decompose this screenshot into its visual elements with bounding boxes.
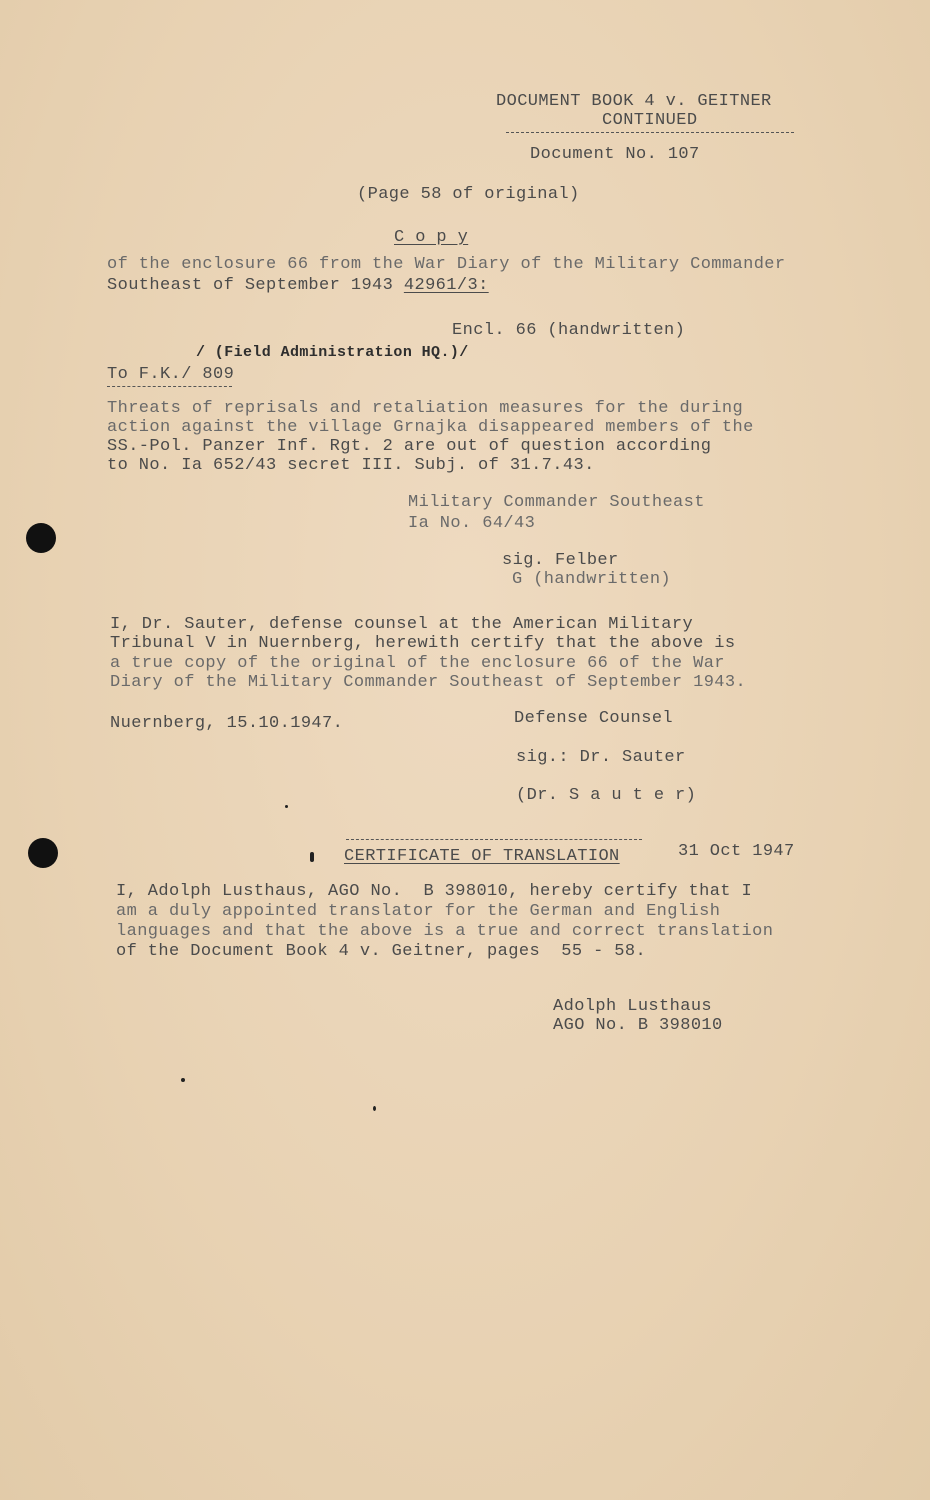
punch-hole-lower [28, 838, 58, 868]
commander-title: Military Commander Southeast [408, 493, 705, 512]
handwritten-note: G (handwritten) [512, 570, 672, 589]
copy-title: C o p y [394, 228, 469, 247]
body-line-1: Threats of reprisals and retaliation measures for the during [107, 399, 744, 418]
place-date: Nuernberg, 15.10.1947. [110, 714, 344, 733]
translator-name: Adolph Lusthaus [553, 997, 713, 1016]
enclosure-label: Encl. 66 (handwritten) [452, 321, 686, 340]
continued-label: CONTINUED [602, 111, 698, 130]
certification-line-3: a true copy of the original of the enclosure 66 of the War [110, 654, 725, 673]
ink-speck [373, 1106, 376, 1111]
intro-line-2-text: Southeast of September 1943 [107, 276, 404, 295]
intro-line-1: of the enclosure 66 from the War Diary of the Military Commander [107, 255, 786, 274]
field-administration: / (Field Administration HQ.)/ [196, 344, 469, 361]
certification-line-1: I, Dr. Sauter, defense counsel at the American Military [110, 615, 694, 634]
page-reference: (Page 58 of original) [357, 185, 580, 204]
ink-speck [285, 805, 288, 808]
sauter-signature: sig.: Dr. Sauter [516, 748, 686, 767]
translator-ago: AGO No. B 398010 [553, 1016, 723, 1035]
document-number: Document No. 107 [530, 145, 700, 164]
certification-line-2: Tribunal V in Nuernberg, herewith certify that the above is [110, 634, 736, 653]
translation-line-4: of the Document Book 4 v. Geitner, pages 55 - 58. [116, 942, 647, 961]
felber-signature: sig. Felber [502, 551, 619, 570]
ia-number: Ia No. 64/43 [408, 514, 536, 533]
punch-hole-upper [26, 523, 56, 553]
ink-speck [310, 852, 314, 862]
header-divider [506, 132, 794, 133]
translation-top-rule [346, 839, 642, 840]
sauter-name: (Dr. S a u t e r) [516, 786, 697, 805]
ink-speck [181, 1078, 185, 1082]
body-line-4: to No. Ia 652/43 secret III. Subj. of 31.7.43. [107, 456, 595, 475]
defense-counsel-role: Defense Counsel [514, 709, 674, 728]
body-line-3: SS.-Pol. Panzer Inf. Rgt. 2 are out of question according [107, 437, 712, 456]
translation-line-1: I, Adolph Lusthaus, AGO No. B 398010, hereby certify that I [116, 882, 753, 901]
translation-line-2: am a duly appointed translator for the German and English [116, 902, 721, 921]
file-reference: 42961/3: [403, 276, 489, 295]
document-book-title: DOCUMENT BOOK 4 v. GEITNER [496, 92, 772, 111]
addressee: To F.K./ 809 [107, 365, 235, 384]
addressee-underline [107, 386, 232, 387]
translation-line-3: languages and that the above is a true and correct translation [116, 922, 774, 941]
translation-date: 31 Oct 1947 [678, 842, 795, 861]
translation-heading: CERTIFICATE OF TRANSLATION [344, 847, 620, 866]
certification-line-4: Diary of the Military Commander Southeast of September 1943. [110, 673, 747, 692]
intro-line-2 [107, 276, 489, 296]
body-line-2: action against the village Grnajka disappeared members of the [107, 418, 754, 437]
